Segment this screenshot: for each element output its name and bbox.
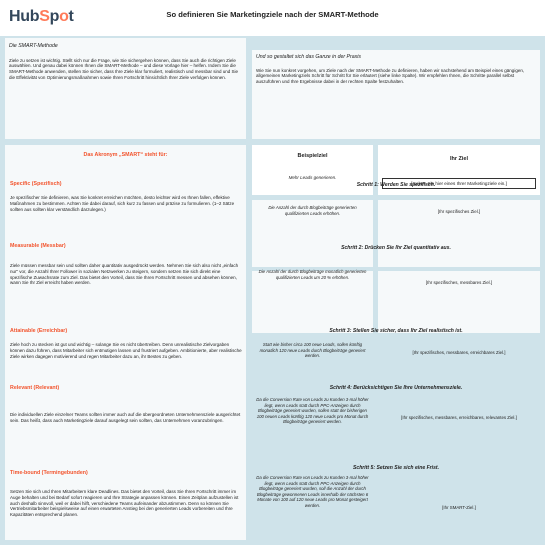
section-title-measurable: Measurable (Messbar) bbox=[10, 243, 66, 249]
step-title-4: Schritt 4: Berücksichtigen Sie Ihre Unternehmensziele. bbox=[329, 385, 463, 391]
step-example-5: Da die Conversion Rate von Leads zu Kunden 3-mal höher liegt, wenn Leads statt durch PPC-Anzeigen durch Blogbeiträge generiert wurden, soll die Anzahl der durch Blogbeiträge gewonnenen Leads innerhalb der nächsten 6 Monate von 100 auf 120 neue Leads pro Monat gesteigert werden. bbox=[256, 475, 369, 508]
page-title: So definieren Sie Marketingziele nach der SMART-Methode bbox=[166, 10, 379, 19]
section-text-relevant: Die individuellen Ziele einzelner Teams sollten immer auch auf die übergeordneten Unternehmensziele ausgerichtet sein. Das heißt, dass auch Marketingziele darauf ausgelegt sein sollten, das Unternehmen voranzubringen. bbox=[10, 412, 241, 423]
step-goal-3[interactable]: [Ihr spezifisches, messbares, erreichbares Ziel.] bbox=[412, 350, 506, 355]
step-goal-5[interactable]: [Ihr SMART-Ziel.] bbox=[442, 505, 476, 510]
section-text-time-bound: Setzen Sie sich und Ihren Mitarbeitern klare Deadlines. Das bietet den Vorteil, dass Sie Ihren Fortschritt immer im Auge behalten und bei Bedarf sofort reagieren und Ihre Strategie anpassen können. Einen Zeitplan aufzustellen ist auch deshalb sinnvoll, weil er dabei hilft, verschiedene Teams aufeinander abzustimmen. Denn so können Sie Vertriebsmitarbeiter beispielsweise auf einen erwarteten Anstieg bei den generierten Leads vorbereiten und Ihre Kapazitäten entsprechend planen. bbox=[10, 489, 239, 517]
section-text-measurable: Ziele müssen messbar sein und sollten daher quantitativ ausgedrückt werden. Nehmen Sie sich also nicht „einfach nur“ vor, die Anzahl Ihrer Follower in sozialen Netzwerken zu steigern, sondern setzen Sie sich direkt eine spezifische Zuwachsrate zum Ziel. Das bietet den Vorteil, dass Sie Ihren Fortschritt messen und absehen können, wann Sie Ihr Ziel erreicht haben werden. bbox=[10, 263, 239, 286]
goal-input-box[interactable]: [Geben Sie hier eines Ihrer Marketingziele ein.] bbox=[382, 178, 536, 189]
goal-header: Ihr Ziel bbox=[449, 156, 469, 162]
step-title-5: Schritt 5: Setzen Sie sich eine Frist. bbox=[352, 465, 440, 471]
step-title-3: Schritt 3: Stellen Sie sicher, dass Ihr Ziel realistisch ist. bbox=[329, 328, 463, 334]
section-title-attainable: Attainable (Erreichbar) bbox=[10, 328, 68, 334]
section-title-time-bound: Time-bound (Termingebunden) bbox=[10, 470, 88, 476]
smart-definitions-column bbox=[5, 145, 246, 540]
intro-right-text: Wie Sie nun konkret vorgehen, um Ziele nach der SMART-Methode zu definieren, haben wir nachstehend am Beispiel eines gängigen, allgemeinen Marketingziels Schritt für Schritt für Sie erläutert (siehe linke Spalte). Wir empfehlen Ihnen, die Schritte parallel selbst auszuführen und Ihre Ergebnisse dabei in der rechten Spalte festzuhalten. bbox=[256, 67, 525, 85]
intro-smart-method bbox=[5, 38, 246, 139]
step-example-1: Die Anzahl der durch Blogbeiträge generierten qualifizierten Leads erhöhen. bbox=[268, 205, 357, 216]
section-text-specific: Je spezifischer Sie definieren, was Sie konkret erreichen möchten, desto leichter wird es Ihnen fallen, effektive Maßnahmen zu bestimmen. Achten Sie dabei darauf, sich kurz zu fassen und präzise zu formulieren. (1–2 Sätze sollten aus sollten klar verständlich darzulegen.) bbox=[10, 195, 235, 212]
step-goal-4[interactable]: [Ihr spezifisches, messbares, erreichbares, relevantes Ziel.] bbox=[401, 415, 517, 420]
step-goal-1[interactable]: [Ihr spezifisches Ziel.] bbox=[437, 209, 481, 214]
step-example-2: Die Anzahl der durch Blogbeiträge monatlich generierten qualifizierten Leads um 20 % erhöhen. bbox=[258, 269, 367, 280]
header bbox=[0, 0, 545, 36]
hubspot-logo[interactable]: HubSpot bbox=[9, 8, 74, 25]
step-example-3: Statt wie bisher circa 100 neue Leads, sollen künftig monatlich 120 neue Leads durch Blogbeiträge generiert werden. bbox=[259, 342, 366, 359]
section-text-attainable: Ziele hoch zu stecken ist gut und wichtig – solange Sie es nicht übertreiben. Denn unrealistische Zielvorgaben können dazu führen, dass Mitarbeiter sich entmutigen lassen und frustriert aufgeben. Ambitionierte, aber realistische Ziele wirken dagegen motivierend und regen Mitarbeiter dazu an, ihr Bestes zu geben. bbox=[10, 342, 242, 359]
example-header: Beispielziel bbox=[297, 153, 328, 159]
example-goal-text: Mehr Leads generieren. bbox=[288, 175, 337, 180]
step-example-4: Da die Conversion Rate von Leads zu Kunden 3-mal höher liegt, wenn Leads statt durch PPC-Anzeigen durch Blogbeiträge generiert wurden, sollen statt der bisherigen 100 neuen Leads künftig 120 neue Leads pro Monat durch Blogbeiträge generiert werden. bbox=[256, 397, 369, 425]
intro-practice bbox=[252, 50, 540, 139]
section-title-relevant: Relevant (Relevant) bbox=[10, 385, 60, 391]
step-title-2: Schritt 2: Drücken Sie Ihr Ziel quantitativ aus. bbox=[341, 245, 451, 251]
intro-right-title: Und so gestaltet sich das Ganze in der Praxis bbox=[256, 54, 361, 60]
step-title-1: Schritt 1: Werden Sie spezifisch. bbox=[356, 182, 436, 188]
intro-left-text: Ziele zu setzen ist wichtig. Stellt sich nur die Frage, wie Sie sichergehen können, dass Sie auch die richtigen Ziele auswählen. Und genau dabei können Ihnen die SMART-Methode – und diese Vorlage hier – helfen. Indem Sie die SMART-Methode anwenden, stellen Sie sicher, dass Ihre Ziele klar formuliert, realistisch und messbar sind und Sie die Effektivität von Optimierungsmaßnahmen sowie Ihren Fortschritt hinsichtlich Ihrer Ziele verfolgen können. bbox=[9, 57, 239, 80]
section-title-specific: Specific (Spezifisch) bbox=[10, 181, 62, 187]
acronym-title: Das Akronym „SMART“ steht für: bbox=[83, 152, 168, 158]
step-goal-2[interactable]: [Ihr spezifisches, messbares Ziel.] bbox=[425, 280, 493, 285]
intro-left-title: Die SMART-Methode bbox=[9, 43, 58, 49]
